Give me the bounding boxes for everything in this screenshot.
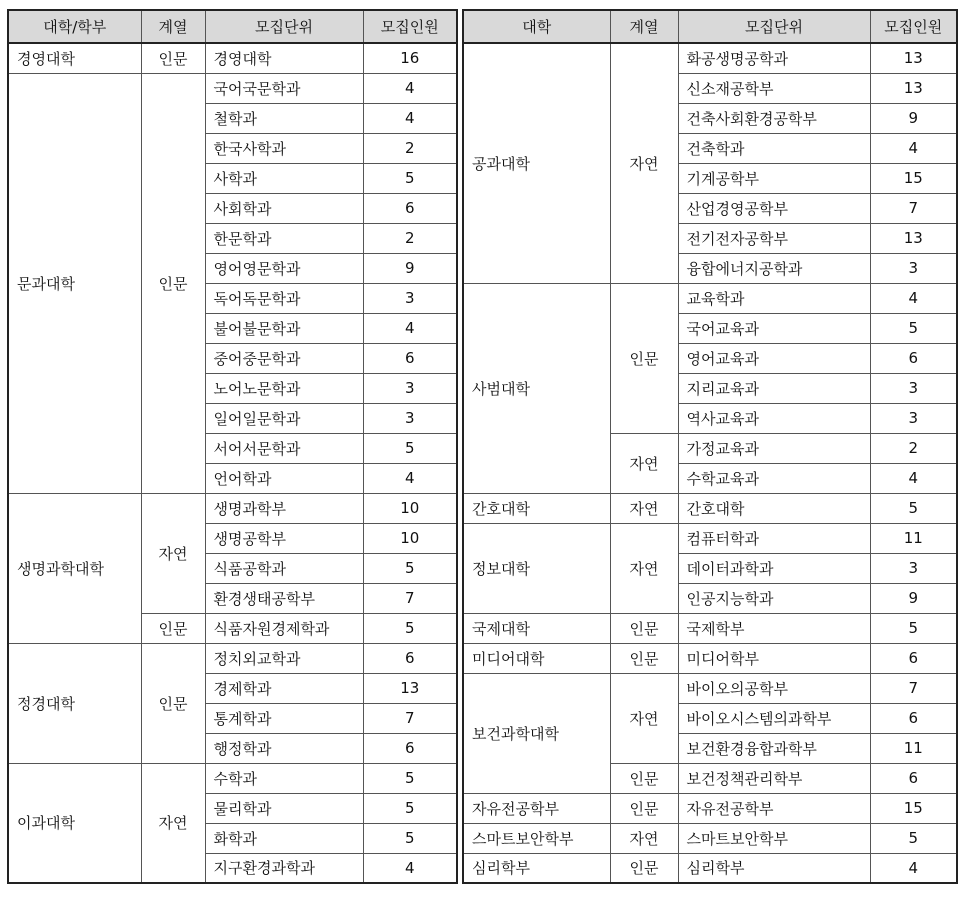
college-cell: 이과대학 xyxy=(8,763,141,883)
unit-cell: 바이오시스템의과학부 xyxy=(678,703,870,733)
quota-cell: 13 xyxy=(870,73,957,103)
table-row xyxy=(463,853,957,883)
quota-cell: 10 xyxy=(363,523,457,553)
right-header-row xyxy=(463,10,957,43)
quota-cell: 4 xyxy=(363,853,457,883)
unit-cell: 보건환경융합과학부 xyxy=(678,733,870,763)
college-cell: 자유전공학부 xyxy=(463,793,610,823)
field-cell: 자연 xyxy=(610,433,678,493)
college-cell: 심리학부 xyxy=(463,853,610,883)
college-cell: 정경대학 xyxy=(8,643,141,763)
quota-cell: 5 xyxy=(363,433,457,463)
unit-cell: 경영대학 xyxy=(205,43,363,73)
right-field-header: 계열 xyxy=(610,10,678,43)
quota-cell: 5 xyxy=(870,613,957,643)
quota-cell: 15 xyxy=(870,793,957,823)
field-cell: 자연 xyxy=(610,43,678,283)
unit-cell: 국제학부 xyxy=(678,613,870,643)
field-cell: 자연 xyxy=(610,673,678,763)
quota-cell: 11 xyxy=(870,523,957,553)
unit-cell: 한국사학과 xyxy=(205,133,363,163)
field-cell: 자연 xyxy=(141,493,205,613)
left-unit-header: 모집단위 xyxy=(205,10,363,43)
quota-cell: 4 xyxy=(870,133,957,163)
quota-cell: 16 xyxy=(363,43,457,73)
left-quota-header: 모집인원 xyxy=(363,10,457,43)
quota-cell: 13 xyxy=(870,223,957,253)
quota-cell: 7 xyxy=(870,193,957,223)
unit-cell: 신소재공학부 xyxy=(678,73,870,103)
unit-cell: 철학과 xyxy=(205,103,363,133)
quota-cell: 11 xyxy=(870,733,957,763)
unit-cell: 생명과학부 xyxy=(205,493,363,523)
field-cell: 인문 xyxy=(610,643,678,673)
table-row xyxy=(8,643,457,673)
unit-cell: 화학과 xyxy=(205,823,363,853)
quota-cell: 5 xyxy=(870,313,957,343)
left-table-body xyxy=(8,43,457,883)
college-cell: 간호대학 xyxy=(463,493,610,523)
field-cell: 자연 xyxy=(610,823,678,853)
quota-cell: 3 xyxy=(870,373,957,403)
unit-cell: 한문학과 xyxy=(205,223,363,253)
unit-cell: 보건정책관리학부 xyxy=(678,763,870,793)
unit-cell: 가정교육과 xyxy=(678,433,870,463)
quota-cell: 6 xyxy=(870,763,957,793)
unit-cell: 건축사회환경공학부 xyxy=(678,103,870,133)
table-row xyxy=(463,283,957,313)
quota-cell: 5 xyxy=(363,763,457,793)
right-admission-table xyxy=(462,9,958,884)
college-cell: 정보대학 xyxy=(463,523,610,613)
field-cell: 인문 xyxy=(141,43,205,73)
college-cell: 사범대학 xyxy=(463,283,610,493)
unit-cell: 바이오의공학부 xyxy=(678,673,870,703)
unit-cell: 환경생태공학부 xyxy=(205,583,363,613)
table-row xyxy=(463,523,957,553)
unit-cell: 화공생명공학과 xyxy=(678,43,870,73)
left-college-header: 대학/학부 xyxy=(8,10,141,43)
quota-cell: 9 xyxy=(870,103,957,133)
quota-cell: 4 xyxy=(870,283,957,313)
unit-cell: 영어교육과 xyxy=(678,343,870,373)
quota-cell: 5 xyxy=(363,613,457,643)
quota-cell: 5 xyxy=(363,823,457,853)
unit-cell: 간호대학 xyxy=(678,493,870,523)
field-cell: 인문 xyxy=(610,793,678,823)
unit-cell: 전기전자공학부 xyxy=(678,223,870,253)
quota-cell: 6 xyxy=(363,343,457,373)
quota-cell: 5 xyxy=(363,163,457,193)
unit-cell: 불어불문학과 xyxy=(205,313,363,343)
quota-cell: 3 xyxy=(363,283,457,313)
quota-cell: 6 xyxy=(363,643,457,673)
table-row xyxy=(8,763,457,793)
college-cell: 생명과학대학 xyxy=(8,493,141,643)
table-row xyxy=(463,43,957,73)
unit-cell: 경제학과 xyxy=(205,673,363,703)
quota-cell: 7 xyxy=(363,703,457,733)
quota-cell: 3 xyxy=(363,373,457,403)
unit-cell: 스마트보안학부 xyxy=(678,823,870,853)
unit-cell: 데이터과학과 xyxy=(678,553,870,583)
quota-cell: 6 xyxy=(870,643,957,673)
quota-cell: 9 xyxy=(870,583,957,613)
quota-cell: 5 xyxy=(870,823,957,853)
unit-cell: 중어중문학과 xyxy=(205,343,363,373)
quota-cell: 15 xyxy=(870,163,957,193)
unit-cell: 행정학과 xyxy=(205,733,363,763)
unit-cell: 자유전공학부 xyxy=(678,793,870,823)
unit-cell: 국어국문학과 xyxy=(205,73,363,103)
quota-cell: 5 xyxy=(363,553,457,583)
unit-cell: 영어영문학과 xyxy=(205,253,363,283)
college-cell: 경영대학 xyxy=(8,43,141,73)
table-row xyxy=(8,73,457,103)
unit-cell: 기계공학부 xyxy=(678,163,870,193)
right-quota-header: 모집인원 xyxy=(870,10,957,43)
unit-cell: 노어노문학과 xyxy=(205,373,363,403)
left-admission-table xyxy=(7,9,458,884)
left-header-row xyxy=(8,10,457,43)
quota-cell: 3 xyxy=(870,553,957,583)
unit-cell: 생명공학부 xyxy=(205,523,363,553)
unit-cell: 수학과 xyxy=(205,763,363,793)
table-row xyxy=(463,613,957,643)
quota-cell: 13 xyxy=(363,673,457,703)
unit-cell: 융합에너지공학과 xyxy=(678,253,870,283)
unit-cell: 산업경영공학부 xyxy=(678,193,870,223)
table-row xyxy=(463,643,957,673)
field-cell: 인문 xyxy=(610,853,678,883)
quota-cell: 4 xyxy=(363,463,457,493)
unit-cell: 수학교육과 xyxy=(678,463,870,493)
quota-cell: 3 xyxy=(870,403,957,433)
unit-cell: 식품자원경제학과 xyxy=(205,613,363,643)
field-cell: 자연 xyxy=(141,763,205,883)
unit-cell: 사학과 xyxy=(205,163,363,193)
quota-cell: 13 xyxy=(870,43,957,73)
quota-cell: 4 xyxy=(363,73,457,103)
unit-cell: 인공지능학과 xyxy=(678,583,870,613)
unit-cell: 통계학과 xyxy=(205,703,363,733)
unit-cell: 건축학과 xyxy=(678,133,870,163)
college-cell: 문과대학 xyxy=(8,73,141,493)
quota-cell: 2 xyxy=(363,223,457,253)
unit-cell: 사회학과 xyxy=(205,193,363,223)
unit-cell: 지리교육과 xyxy=(678,373,870,403)
right-table-body xyxy=(463,43,957,883)
quota-cell: 2 xyxy=(870,433,957,463)
college-cell: 미디어대학 xyxy=(463,643,610,673)
quota-cell: 6 xyxy=(363,193,457,223)
right-college-header: 대학 xyxy=(463,10,610,43)
table-row xyxy=(463,493,957,523)
quota-cell: 3 xyxy=(363,403,457,433)
unit-cell: 지구환경과학과 xyxy=(205,853,363,883)
field-cell: 인문 xyxy=(610,763,678,793)
field-cell: 인문 xyxy=(610,613,678,643)
field-cell: 인문 xyxy=(141,73,205,493)
college-cell: 스마트보안학부 xyxy=(463,823,610,853)
field-cell: 자연 xyxy=(610,493,678,523)
table-row xyxy=(8,43,457,73)
field-cell: 인문 xyxy=(610,283,678,433)
quota-cell: 7 xyxy=(870,673,957,703)
quota-cell: 4 xyxy=(870,463,957,493)
quota-cell: 3 xyxy=(870,253,957,283)
table-row xyxy=(463,793,957,823)
quota-cell: 4 xyxy=(363,313,457,343)
quota-cell: 6 xyxy=(870,703,957,733)
unit-cell: 정치외교학과 xyxy=(205,643,363,673)
college-cell: 국제대학 xyxy=(463,613,610,643)
quota-cell: 7 xyxy=(363,583,457,613)
unit-cell: 미디어학부 xyxy=(678,643,870,673)
quota-cell: 5 xyxy=(363,793,457,823)
quota-cell: 4 xyxy=(363,103,457,133)
quota-cell: 4 xyxy=(870,853,957,883)
table-row xyxy=(8,493,457,523)
unit-cell: 컴퓨터학과 xyxy=(678,523,870,553)
quota-cell: 5 xyxy=(870,493,957,523)
unit-cell: 언어학과 xyxy=(205,463,363,493)
table-row xyxy=(463,673,957,703)
table-row xyxy=(463,823,957,853)
unit-cell: 국어교육과 xyxy=(678,313,870,343)
unit-cell: 독어독문학과 xyxy=(205,283,363,313)
field-cell: 인문 xyxy=(141,613,205,643)
quota-cell: 6 xyxy=(870,343,957,373)
field-cell: 인문 xyxy=(141,643,205,763)
left-field-header: 계열 xyxy=(141,10,205,43)
unit-cell: 역사교육과 xyxy=(678,403,870,433)
quota-cell: 9 xyxy=(363,253,457,283)
quota-cell: 6 xyxy=(363,733,457,763)
unit-cell: 서어서문학과 xyxy=(205,433,363,463)
unit-cell: 일어일문학과 xyxy=(205,403,363,433)
right-unit-header: 모집단위 xyxy=(678,10,870,43)
unit-cell: 심리학부 xyxy=(678,853,870,883)
unit-cell: 물리학과 xyxy=(205,793,363,823)
field-cell: 자연 xyxy=(610,523,678,613)
college-cell: 공과대학 xyxy=(463,43,610,283)
quota-cell: 2 xyxy=(363,133,457,163)
quota-cell: 10 xyxy=(363,493,457,523)
unit-cell: 식품공학과 xyxy=(205,553,363,583)
college-cell: 보건과학대학 xyxy=(463,673,610,793)
unit-cell: 교육학과 xyxy=(678,283,870,313)
